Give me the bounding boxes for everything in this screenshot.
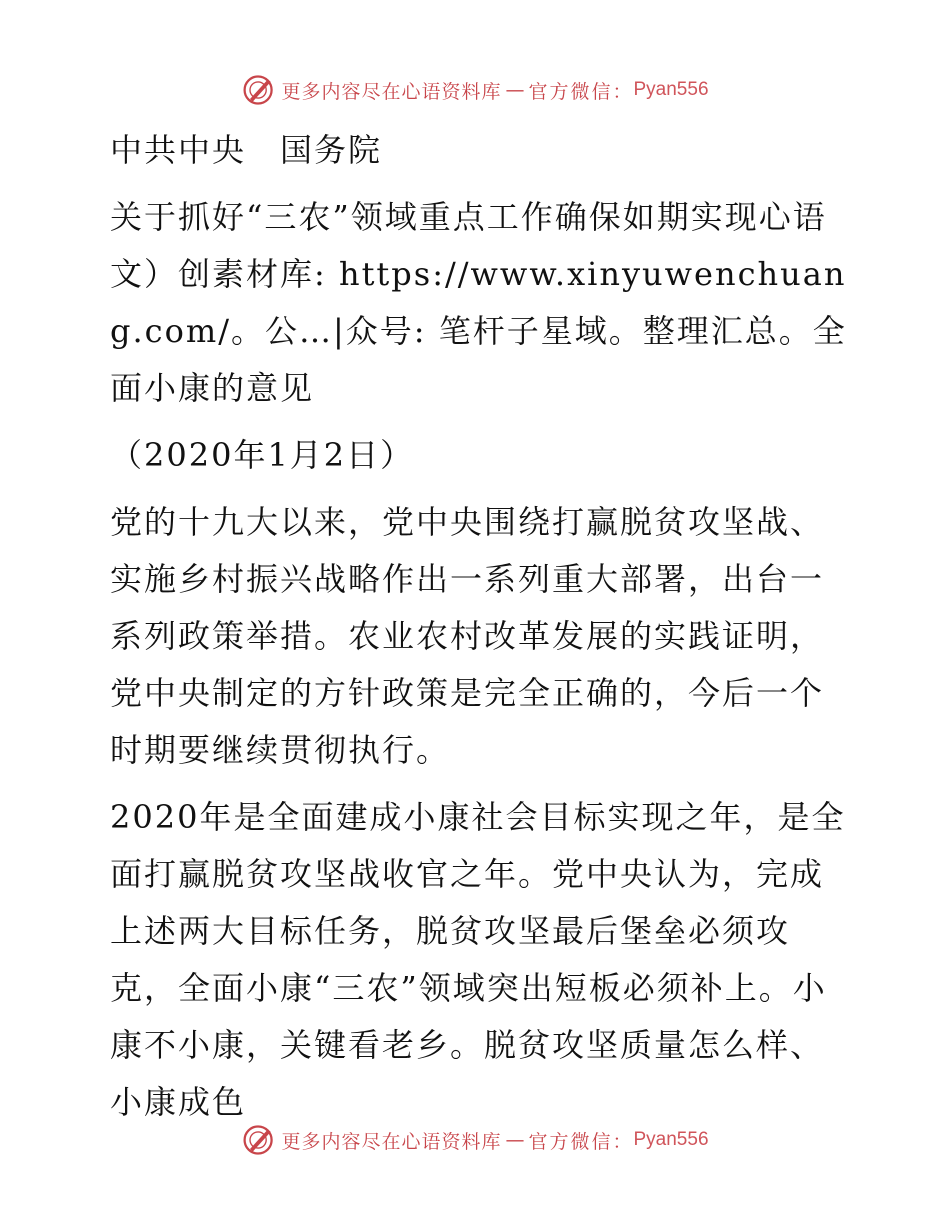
banner-text: 更多内容尽在心语资料库 bbox=[281, 1130, 502, 1153]
pen-circle-logo-icon bbox=[241, 72, 277, 108]
document-body bbox=[98, 122, 853, 1131]
banner-separator: — bbox=[505, 79, 525, 101]
banner-wechat-label: 官方微信： bbox=[528, 80, 634, 103]
document-issuer: 中共中央 国务院 bbox=[110, 131, 383, 169]
document-title: 关于抓好“三农”领域重点工作确保如期实现心语文）创素材库: https://www.xinyuwenchuang.com/。公…|众号: 笔杆子星域。整理汇总。全面小康的意见 bbox=[110, 198, 847, 407]
pen-circle-logo-icon bbox=[241, 1122, 277, 1158]
footer-watermark-banner bbox=[0, 1120, 950, 1160]
body-paragraph-1: 党的十九大以来，党中央围绕打赢脱贫攻坚战、实施乡村振兴战略作出一系列重大部署，出台一系列政策举措。农业农村改革发展的实践证明，党中央制定的方针政策是完全正确的，今后一个时期要继续贯彻执行。 bbox=[110, 503, 825, 769]
header-watermark-banner bbox=[0, 70, 950, 110]
banner-wechat-label: 官方微信： bbox=[528, 1130, 634, 1153]
banner-wechat-id: Pyan556 bbox=[633, 1129, 709, 1150]
body-paragraph-2: 2020年是全面建成小康社会目标实现之年，是全面打赢脱贫攻坚战收官之年。党中央认为，完成上述两大目标任务，脱贫攻坚最后堡垒必须攻克，全面小康“三农”领域突出短板必须补上。小康不小康，关键看老乡。脱贫攻坚质量怎么样、小康成色 bbox=[110, 798, 846, 1121]
banner-wechat-id: Pyan556 bbox=[633, 79, 709, 100]
banner-separator: — bbox=[505, 1129, 525, 1151]
banner-text: 更多内容尽在心语资料库 bbox=[281, 80, 502, 103]
document-date: （2020年1月2日） bbox=[110, 436, 415, 474]
